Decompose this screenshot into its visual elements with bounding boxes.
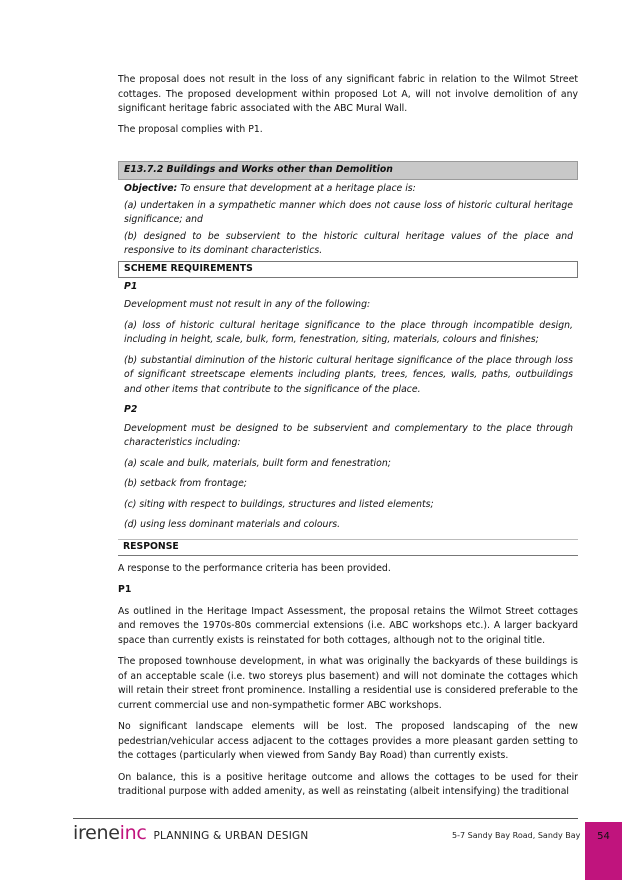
- footer-divider: [73, 818, 578, 819]
- response-paragraph-2: The proposed townhouse development, in what was originally the backyards of these buildings is of an acceptable scale (i.e. two storeys plus basement) and will not dominate the cottages which will retain their street front prominence. Installing a residential use is considered preferable to the current commercial use and non-sympathetic former ABC workshops.: [118, 656, 578, 711]
- response-header: RESPONSE: [118, 539, 578, 556]
- p2-item-a: (a) scale and bulk, materials, built form and fenestration;: [124, 457, 391, 469]
- objective-item-b: (b) designed to be subservient to the historic cultural heritage values of the place and responsive to its dominant characteristics.: [124, 230, 573, 256]
- page-number: 54: [585, 822, 622, 880]
- brand-name-inc: inc: [119, 822, 147, 844]
- p1-label: P1: [124, 280, 138, 292]
- p1-intro: Development must not result in any of the following:: [124, 299, 371, 310]
- p2-item-b: (b) setback from frontage;: [124, 478, 247, 489]
- assessment-table: [118, 161, 578, 556]
- objective-label: Objective:: [124, 183, 178, 194]
- intro-paragraph: The proposal does not result in the loss of any significant fabric in relation to the Wilmot Street cottages. The proposed development within proposed Lot A, will not involve demolition of any significant heritage fabric associated with the ABC Mural Wall.: [118, 74, 578, 114]
- scheme-requirements-block: [118, 278, 578, 533]
- objective-text: To ensure that development at a heritage place is:: [177, 183, 416, 194]
- p1-item-a: (a) loss of historic cultural heritage significance to the place through incompatible design, including in height, scale, bulk, form, fenestration, siting, materials, colours and finishes;: [124, 319, 573, 345]
- brand-tagline: PLANNING & URBAN DESIGN: [153, 830, 309, 842]
- scheme-requirements-header: SCHEME REQUIREMENTS: [118, 261, 578, 278]
- section-title: E13.7.2 Buildings and Works other than Demolition: [118, 161, 578, 180]
- response-paragraph-3: No significant landscape elements will be lost. The proposed landscaping of the new pedestrian/vehicular access adjacent to the cottages provides a more pleasant garden setting to the cottages (particularly when viewed from Sandy Bay Road) than currently exists.: [118, 721, 578, 761]
- page-content: [118, 73, 578, 807]
- p2-item-c: (c) siting with respect to buildings, structures and listed elements;: [124, 498, 434, 510]
- p2-item-d: (d) using less dominant materials and colours.: [124, 519, 341, 530]
- brand-logo: [73, 822, 308, 846]
- objective-line: [124, 182, 573, 197]
- p2-label: P2: [124, 404, 138, 415]
- p2-intro: Development must be designed to be subservient and complementary to the place through characteristics including:: [124, 422, 573, 448]
- intro-section: [118, 73, 578, 137]
- footer-address: 5-7 Sandy Bay Road, Sandy Bay: [452, 831, 581, 840]
- objective-block: [118, 180, 578, 259]
- response-paragraph-4: On balance, this is a positive heritage outcome and allows the cottages to be used for their traditional purpose with added amenity, as well as reinstating (albeit intensifying) the traditional: [118, 771, 578, 797]
- p1-item-b: (b) substantial diminution of the historic cultural heritage significance of the place through loss of significant streetscape elements including plants, trees, fences, walls, paths, outbuildings and other items that contribute to the significance of the place.: [124, 354, 573, 395]
- response-section: [118, 562, 578, 800]
- compliance-statement: The proposal complies with P1.: [118, 123, 263, 135]
- brand-name-irene: irene: [73, 822, 120, 844]
- response-paragraph-1: As outlined in the Heritage Impact Assessment, the proposal retains the Wilmot Street cottages and removes the 1970s-80s commercial extensions (i.e. ABC workshops etc.). A larger backyard space than currently exists is reinstated for both cottages, although not to the original title.: [118, 605, 578, 646]
- objective-item-a: (a) undertaken in a sympathetic manner which does not cause loss of historic cultural heritage significance; and: [124, 199, 573, 225]
- response-intro: A response to the performance criteria has been provided.: [118, 562, 391, 574]
- response-p1-label: P1: [118, 584, 132, 595]
